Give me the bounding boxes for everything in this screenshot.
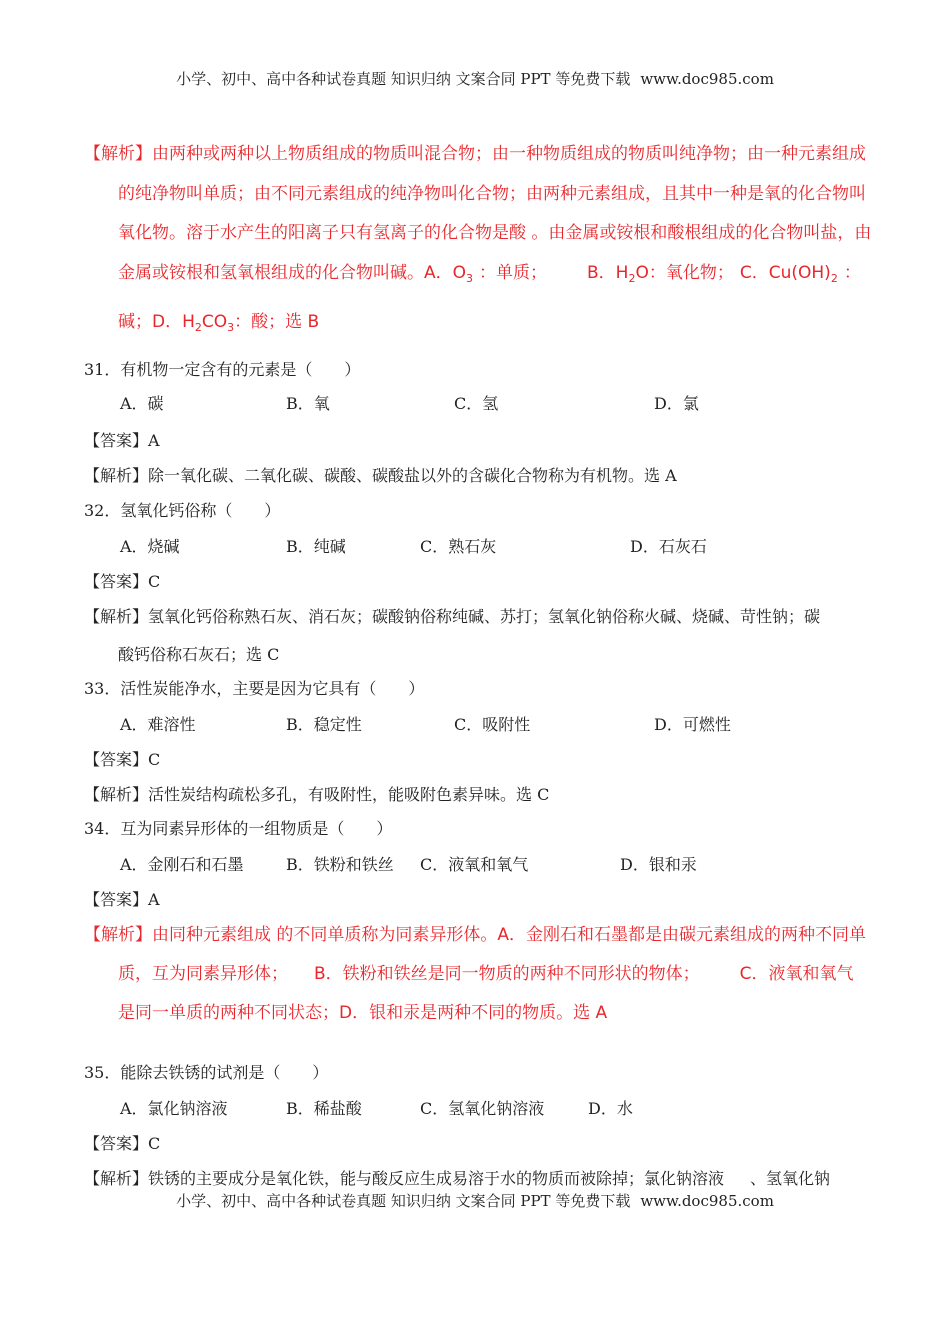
analysis-line: 是同一单质的两种不同状态；D．银和汞是两种不同的物质。选 A (118, 1003, 608, 1023)
text-span: B．H (587, 262, 629, 283)
q32-answer: 【答案】C (84, 572, 161, 591)
analysis-line: 氧化物。溶于水产生的阳离子只有氢离子的化合物是酸 。由金属或铵根和酸根组成的化合物叫盐，由 (118, 223, 872, 243)
question-35-stem: 35．能除去铁锈的试剂是（ ） (84, 1063, 329, 1082)
question-32-stem: 32．氢氧化钙俗称（ ） (84, 501, 281, 520)
q33-option-a: A．难溶性 (120, 715, 196, 734)
subscript: 3 (466, 271, 474, 285)
text-span: B．铁粉和铁丝是同一物质的两种不同形状的物体； (314, 964, 700, 984)
text-span: 质，互为同素异形体； (118, 964, 288, 984)
q32-analysis-line1: 【解析】氢氧化钙俗称熟石灰、消石灰；碳酸钠俗称纯碱、苏打；氢氧化钠俗称火碱、烧碱、苛性钠；碳 (84, 607, 821, 626)
q34-option-c: C．液氧和氧气 (420, 855, 529, 874)
text-span: ：单质； (479, 262, 548, 283)
text-span: O：氧化物； (635, 262, 734, 283)
text-span: 碱；D．H (118, 312, 195, 332)
q33-option-c: C．吸附性 (454, 715, 531, 734)
q35-analysis (84, 1168, 830, 1190)
q31-option-a: A．碳 (120, 394, 164, 413)
text-span: 、氢氧化钠 (750, 1169, 831, 1188)
subscript: 2 (194, 321, 202, 334)
page-footer (0, 1190, 950, 1211)
text-span: ：酸；选 B (234, 312, 320, 332)
q31-option-b: B．氧 (286, 394, 330, 413)
q31-answer: 【答案】A (84, 431, 160, 450)
question-34-stem: 34．互为同素异形体的一组物质是（ ） (84, 819, 393, 838)
q31-option-c: C．氢 (454, 394, 499, 413)
text-span: 金属或铵根和氢氧根组成的化合物叫碱。A．O (118, 262, 467, 283)
q31-analysis: 【解析】除一氧化碳、二氧化碳、碳酸、碳酸盐以外的含碳化合物称为有机物。选 A (84, 466, 677, 485)
q32-analysis-line2: 酸钙俗称石灰石；选 C (118, 645, 280, 664)
text-span: 【解析】铁锈的主要成分是氧化铁，能与酸反应生成易溶于水的物质而被除掉；氯化钠溶液 (84, 1169, 725, 1188)
q33-option-d: D．可燃性 (654, 715, 731, 734)
q34-answer: 【答案】A (84, 890, 160, 909)
q32-option-d: D．石灰石 (630, 537, 707, 556)
subscript: 3 (227, 321, 235, 334)
page-header (0, 68, 950, 89)
analysis-line (84, 308, 866, 348)
text-span: CO (201, 312, 228, 332)
q35-option-c: C．氢氧化钠溶液 (420, 1099, 545, 1118)
q34-option-b: B．铁粉和铁丝 (286, 855, 394, 874)
subscript: 2 (628, 271, 636, 285)
q34-option-d: D．银和汞 (620, 855, 697, 874)
q34-option-a: A．金刚石和石墨 (120, 855, 244, 874)
analysis-line (84, 960, 866, 999)
q32-option-c: C．熟石灰 (420, 537, 497, 556)
text-span: C．Cu(OH) (739, 262, 831, 283)
q32-option-b: B．纯碱 (286, 537, 346, 556)
q33-analysis: 【解析】活性炭结构疏松多孔，有吸附性，能吸附色素异味。选 C (84, 785, 550, 804)
footer-url[interactable]: www.doc985.com (640, 1192, 774, 1210)
subscript: 2 (830, 271, 838, 285)
text-span: ： (843, 262, 861, 283)
q33-answer: 【答案】C (84, 750, 161, 769)
question-31-stem: 31．有机物一定含有的元素是（ ） (84, 360, 361, 379)
q35-option-d: D．水 (588, 1099, 633, 1118)
analysis-line: 【解析】由两种或两种以上物质组成的物质叫混合物；由一种物质组成的物质叫纯净物；由一种元素组成 (84, 144, 866, 164)
analysis-line: 的纯净物叫单质；由不同元素组成的纯净物叫化合物；由两种元素组成，且其中一种是氧的化合物叫 (118, 183, 866, 204)
text-span: C．液氧和氧气 (739, 964, 854, 984)
analysis-line: 【解析】由同种元素组成 的不同单质称为同素异形体。A．金刚石和石墨都是由碳元素组成的两种不同单 (84, 925, 867, 945)
q34-analysis (84, 921, 866, 1038)
q31-option-d: D．氯 (654, 394, 699, 413)
q33-option-b: B．稳定性 (286, 715, 362, 734)
question-33-stem: 33．活性炭能净水，主要是因为它具有（ ） (84, 679, 425, 698)
q32-option-a: A．烧碱 (120, 537, 180, 556)
q35-answer: 【答案】C (84, 1134, 161, 1153)
analysis-q30 (84, 140, 872, 348)
analysis-line (84, 259, 866, 299)
footer-text: 小学、初中、高中各种试卷真题 知识归纳 文案合同 PPT 等免费下载 (176, 1192, 631, 1210)
q35-option-b: B．稀盐酸 (286, 1099, 362, 1118)
header-text: 小学、初中、高中各种试卷真题 知识归纳 文案合同 PPT 等免费下载 (176, 70, 631, 88)
header-url[interactable]: www.doc985.com (640, 70, 774, 88)
q35-option-a: A．氯化钠溶液 (120, 1099, 228, 1118)
